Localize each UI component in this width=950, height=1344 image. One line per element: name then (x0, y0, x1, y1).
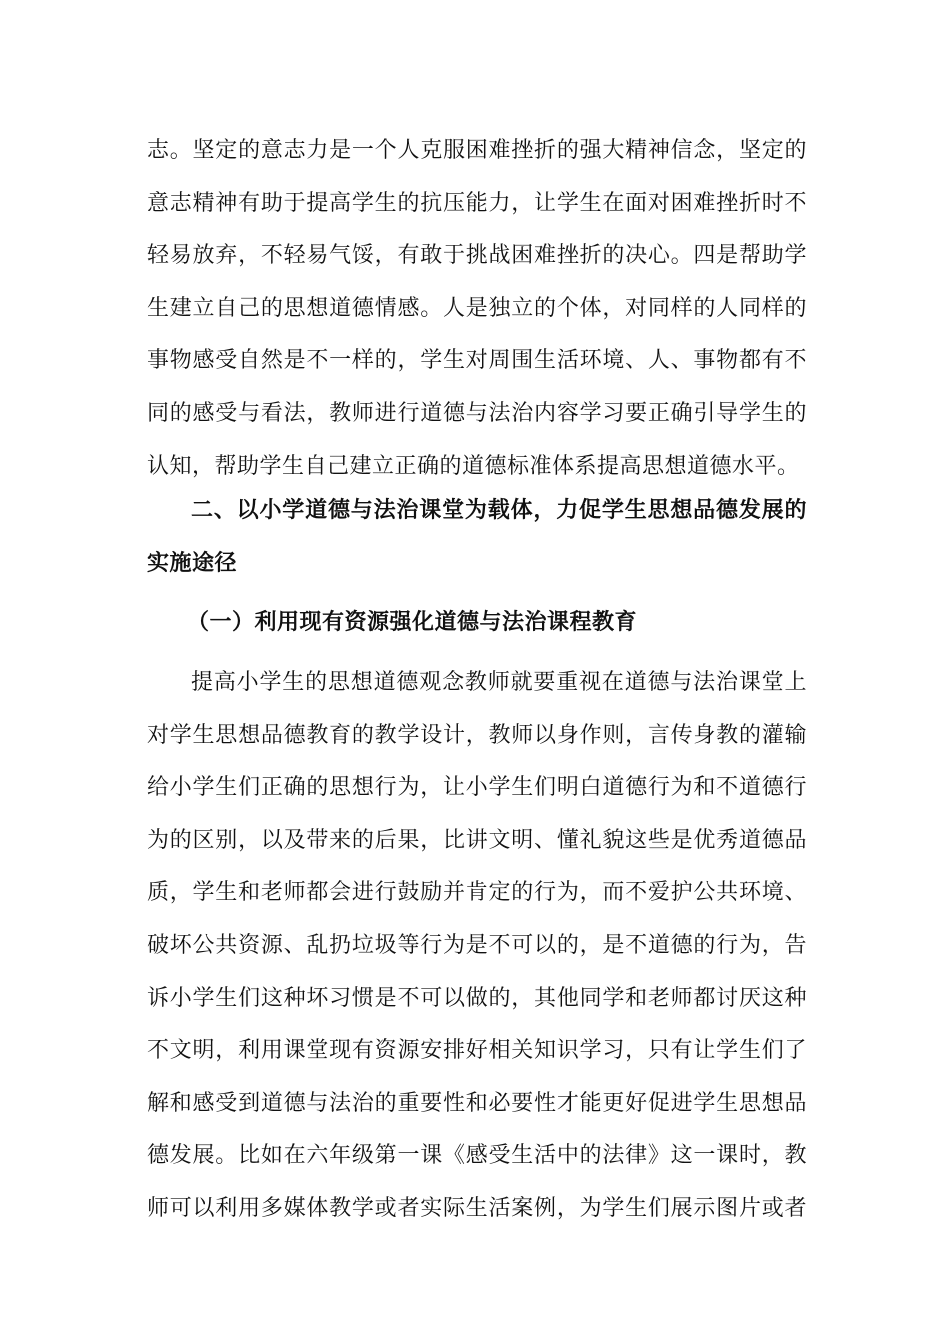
paragraph-line: 师可以利用多媒体教学或者实际生活案例，为学生们展示图片或者 (147, 1195, 807, 1221)
paragraph-line: 认知，帮助学生自己建立正确的道德标准体系提高思想道德水平。 (147, 453, 800, 479)
paragraph-line: 志。坚定的意志力是一个人克服困难挫折的强大精神信念，坚定的 (147, 138, 807, 163)
paragraph-line: 同的感受与看法，教师进行道德与法治内容学习要正确引导学生的 (147, 400, 807, 426)
heading-line: 实施途径 (147, 549, 238, 576)
paragraph-line: 轻易放弃，不轻易气馁，有敢于挑战困难挫折的决心。四是帮助学 (147, 243, 807, 269)
paragraph-2 (147, 657, 807, 1236)
paragraph-line: 给小学生们正确的思想行为，让小学生们明白道德行为和不道德行 (147, 775, 807, 801)
paragraph-line: 为的区别，以及带来的后果，比讲文明、懂礼貌这些是优秀道德品 (147, 827, 807, 853)
subheading-text: （一）利用现有资源强化道德与法治课程教育 (187, 609, 638, 635)
paragraph-line: 对学生思想品德教育的教学设计，教师以身作则，言传身教的灌输 (147, 722, 807, 748)
paragraph-line: 质，学生和老师都会进行鼓励并肯定的行为，而不爱护公共环境、 (147, 880, 807, 906)
paragraph-line: 提高小学生的思想道德观念教师就要重视在道德与法治课堂上 (191, 670, 807, 695)
heading-line: 二、以小学道德与法治课堂为载体，力促学生思想品德发展的 (191, 497, 807, 523)
section-heading-2 (147, 484, 807, 589)
paragraph-line: 解和感受到道德与法治的重要性和必要性才能更好促进学生思想品 (147, 1090, 807, 1116)
paragraph-1 (147, 125, 807, 493)
paragraph-line: 德发展。比如在六年级第一课《感受生活中的法律》这一课时，教 (147, 1143, 807, 1169)
paragraph-line: 不文明，利用课堂现有资源安排好相关知识学习，只有让学生们了 (147, 1038, 807, 1064)
paragraph-line: 生建立自己的思想道德情感。人是独立的个体，对同样的人同样的 (147, 295, 807, 321)
paragraph-line: 事物感受自然是不一样的，学生对周围生活环境、人、事物都有不 (147, 348, 807, 374)
paragraph-line: 意志精神有助于提高学生的抗压能力，让学生在面对困难挫折时不 (147, 190, 807, 216)
paragraph-line: 诉小学生们这种坏习惯是不可以做的，其他同学和老师都讨厌这种 (147, 985, 807, 1011)
paragraph-line: 破坏公共资源、乱扔垃圾等行为是不可以的，是不道德的行为，告 (147, 932, 807, 958)
subsection-heading-1 (147, 596, 807, 649)
